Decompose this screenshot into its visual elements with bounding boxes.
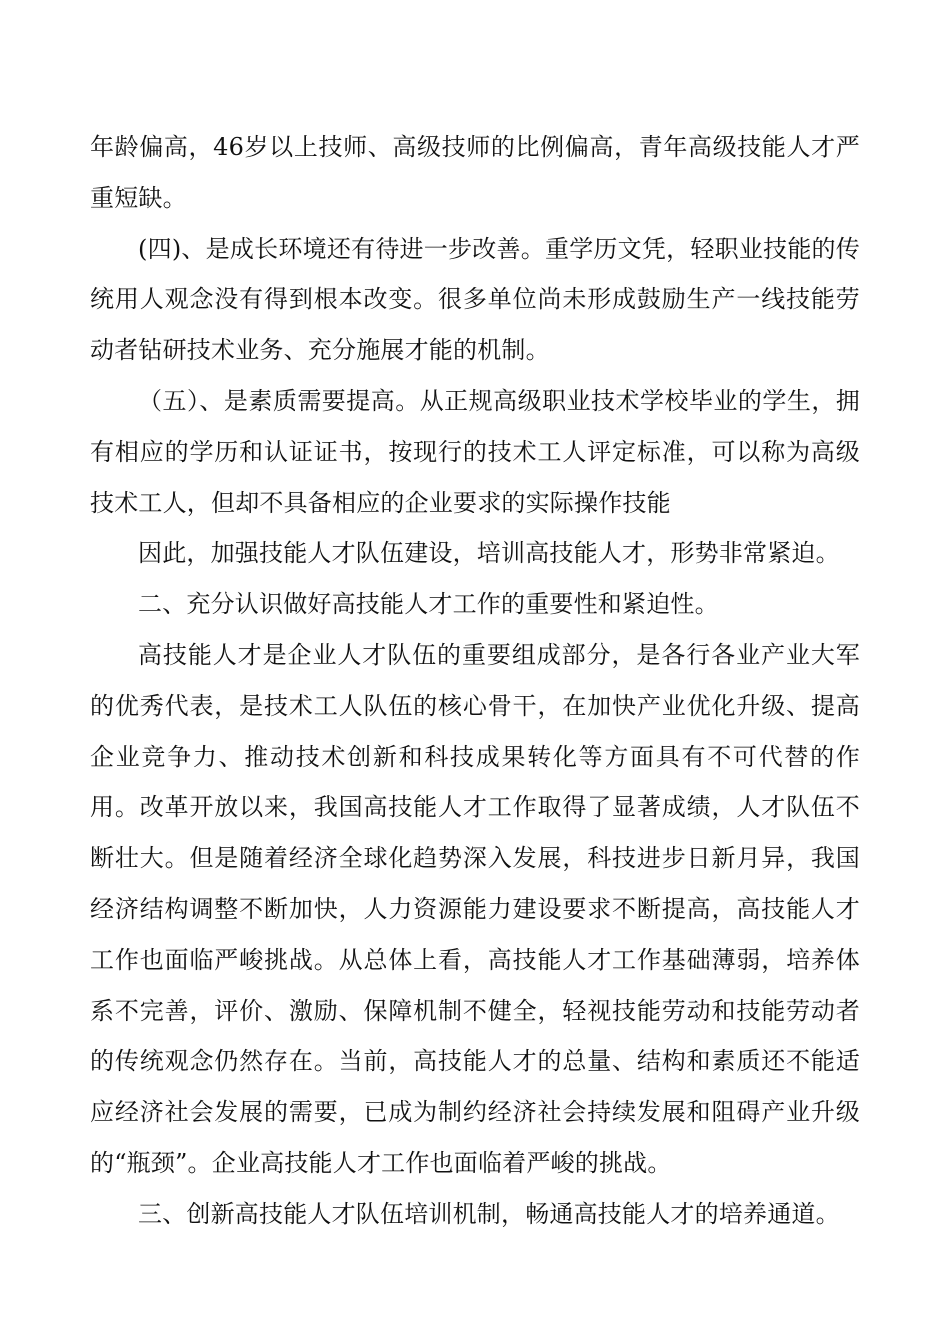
paragraph-continuation: 年龄偏高，46岁以上技师、高级技师的比例偏高，青年高级技能人才严重短缺。: [90, 133, 860, 212]
paragraph-growth-environment: (四)、是成长环境还有待进一步改善。重学历文凭，轻职业技能的传统用人观念没有得到根本改变。很多单位尚未形成鼓励生产一线技能劳动者钻研技术业务、充分施展才能的机制。: [90, 234, 860, 365]
paragraph-conclusion: 因此，加强技能人才队伍建设，培训高技能人才，形势非常紧迫。: [138, 539, 840, 568]
section-heading-two: 二、充分认识做好高技能人才工作的重要性和紧迫性。: [138, 590, 719, 619]
paragraph-quality-needs: （五）、是素质需要提高。从正规高级职业技术学校毕业的学生，拥有相应的学历和认证证书，按现行的技术工人评定标准，可以称为高级技术工人，但却不具备相应的企业要求的实际操作技能: [90, 386, 860, 517]
paragraph-importance: 高技能人才是企业人才队伍的重要组成部分，是各行各业产业大军的优秀代表，是技术工人队伍的核心骨干，在加快产业优化升级、提高企业竞争力、推动技术创新和科技成果转化等方面具有不可代替的作用。改革开放以来，我国高技能人才工作取得了显著成绩，人才队伍不断壮大。但是随着经济全球化趋势深入发展，科技进步日新月异，我国经济结构调整不断加快，人力资源能力建设要求不断提高，高技能人才工作也面临严峻挑战。从总体上看，高技能人才工作基础薄弱，培养体系不完善，评价、激励、保障机制不健全，轻视技能劳动和技能劳动者的传统观念仍然存在。当前，高技能人才的总量、结构和素质还不能适应经济社会发展的需要，已成为制约经济社会持续发展和阻碍产业升级的“瓶颈”。企业高技能人才工作也面临着严峻的挑战。: [90, 640, 860, 1177]
section-heading-three: 三、创新高技能人才队伍培训机制，畅通高技能人才的培养通道。: [138, 1199, 840, 1228]
document-body: [90, 122, 860, 1240]
